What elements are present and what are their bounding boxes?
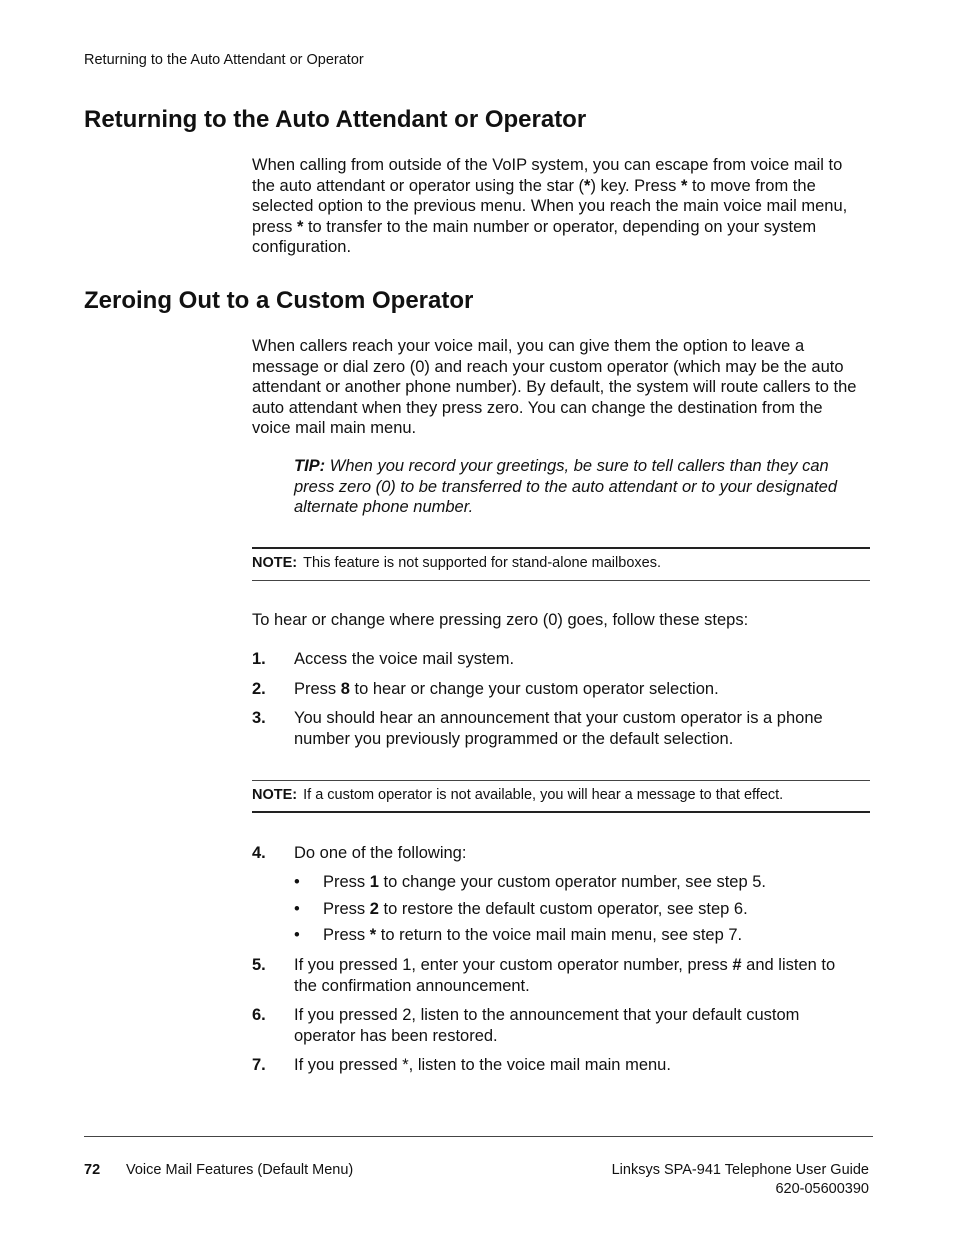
page-number: 72 bbox=[84, 1162, 101, 1178]
note-feature-unsupported bbox=[252, 555, 870, 571]
step-text: You should hear an announcement that your custom operator is a phone number you previously programmed or the default selection. bbox=[294, 709, 823, 748]
note-text: This feature is not supported for stand-alone mailboxes. bbox=[303, 555, 661, 571]
step-text: Press 8 to hear or change your custom operator selection. bbox=[294, 680, 719, 698]
text-line: When calling from outside of the VoIP system, you can escape from voice mail to bbox=[252, 156, 843, 174]
text-line: the auto attendant or operator using the star (*) key. Press * to move from the bbox=[252, 176, 816, 195]
running-header: Returning to the Auto Attendant or Operator bbox=[84, 52, 364, 68]
text-line: selected option to the previous menu. When you reach the main voice mail menu, bbox=[252, 197, 848, 215]
note-rule-bottom bbox=[252, 580, 870, 581]
text-line: alternate phone number. bbox=[294, 498, 474, 516]
note2-rule-top bbox=[252, 780, 870, 781]
tip-label: TIP: bbox=[294, 457, 326, 475]
zeroing-paragraph bbox=[252, 336, 872, 439]
text-line: configuration. bbox=[252, 238, 352, 256]
text-line: press * to transfer to the main number or operator, depending on your system bbox=[252, 217, 817, 236]
note-label: NOTE: bbox=[252, 555, 298, 571]
returning-paragraph bbox=[252, 155, 872, 258]
footer-guide-title: Linksys SPA-941 Telephone User Guide bbox=[611, 1162, 869, 1178]
step-number: 1. bbox=[252, 650, 266, 668]
step-number: 7. bbox=[252, 1056, 266, 1074]
section-heading-zeroing: Zeroing Out to a Custom Operator bbox=[84, 287, 474, 314]
bullet-icon: • bbox=[294, 926, 300, 944]
step-text: If you pressed 1, enter your custom operator number, press # and listen to the confirmation announcement. bbox=[294, 956, 836, 995]
text-line: voice mail main menu. bbox=[252, 419, 417, 437]
footer-doc-number: 620-05600390 bbox=[775, 1181, 869, 1197]
step-text: If you pressed 2, listen to the announcement that your default custom operator has been restored. bbox=[294, 1006, 800, 1045]
section-heading-returning: Returning to the Auto Attendant or Operator bbox=[84, 106, 587, 133]
step-number: 5. bbox=[252, 956, 266, 974]
tip-block bbox=[294, 456, 869, 518]
step-text: Access the voice mail system. bbox=[294, 650, 515, 668]
step-number: 6. bbox=[252, 1006, 266, 1024]
text-line: When callers reach your voice mail, you can give them the option to leave a bbox=[252, 337, 805, 355]
note-operator-unavailable bbox=[252, 787, 870, 803]
note-label: NOTE: bbox=[252, 787, 298, 803]
note2-rule-bottom bbox=[252, 811, 870, 813]
footer-chapter: Voice Mail Features (Default Menu) bbox=[126, 1162, 354, 1178]
text-line: TIP: When you record your greetings, be sure to tell callers than they can bbox=[294, 457, 829, 475]
step-text: If you pressed *, listen to the voice mail main menu. bbox=[294, 1056, 671, 1074]
text-line: press zero (0) to be transferred to the auto attendant or to your designated bbox=[294, 477, 837, 496]
text-line: message or dial zero (0) and reach your custom operator (which may be the auto bbox=[252, 357, 844, 376]
step-number: 2. bbox=[252, 680, 266, 698]
text-line: auto attendant when they press zero. You can change the destination from the bbox=[252, 398, 823, 417]
step-number: 3. bbox=[252, 709, 266, 727]
bullet-icon: • bbox=[294, 900, 300, 918]
text-line: attendant or another phone number). By default, the system will route callers to the bbox=[252, 378, 857, 396]
note-rule-top bbox=[252, 547, 870, 549]
step-text: Do one of the following: bbox=[294, 844, 467, 862]
step-number: 4. bbox=[252, 844, 266, 862]
bullet-icon: • bbox=[294, 873, 300, 891]
steps-intro: To hear or change where pressing zero (0) goes, follow these steps: bbox=[252, 611, 749, 629]
footer-rule bbox=[84, 1136, 873, 1137]
note-text: If a custom operator is not available, you will hear a message to that effect. bbox=[303, 787, 784, 803]
